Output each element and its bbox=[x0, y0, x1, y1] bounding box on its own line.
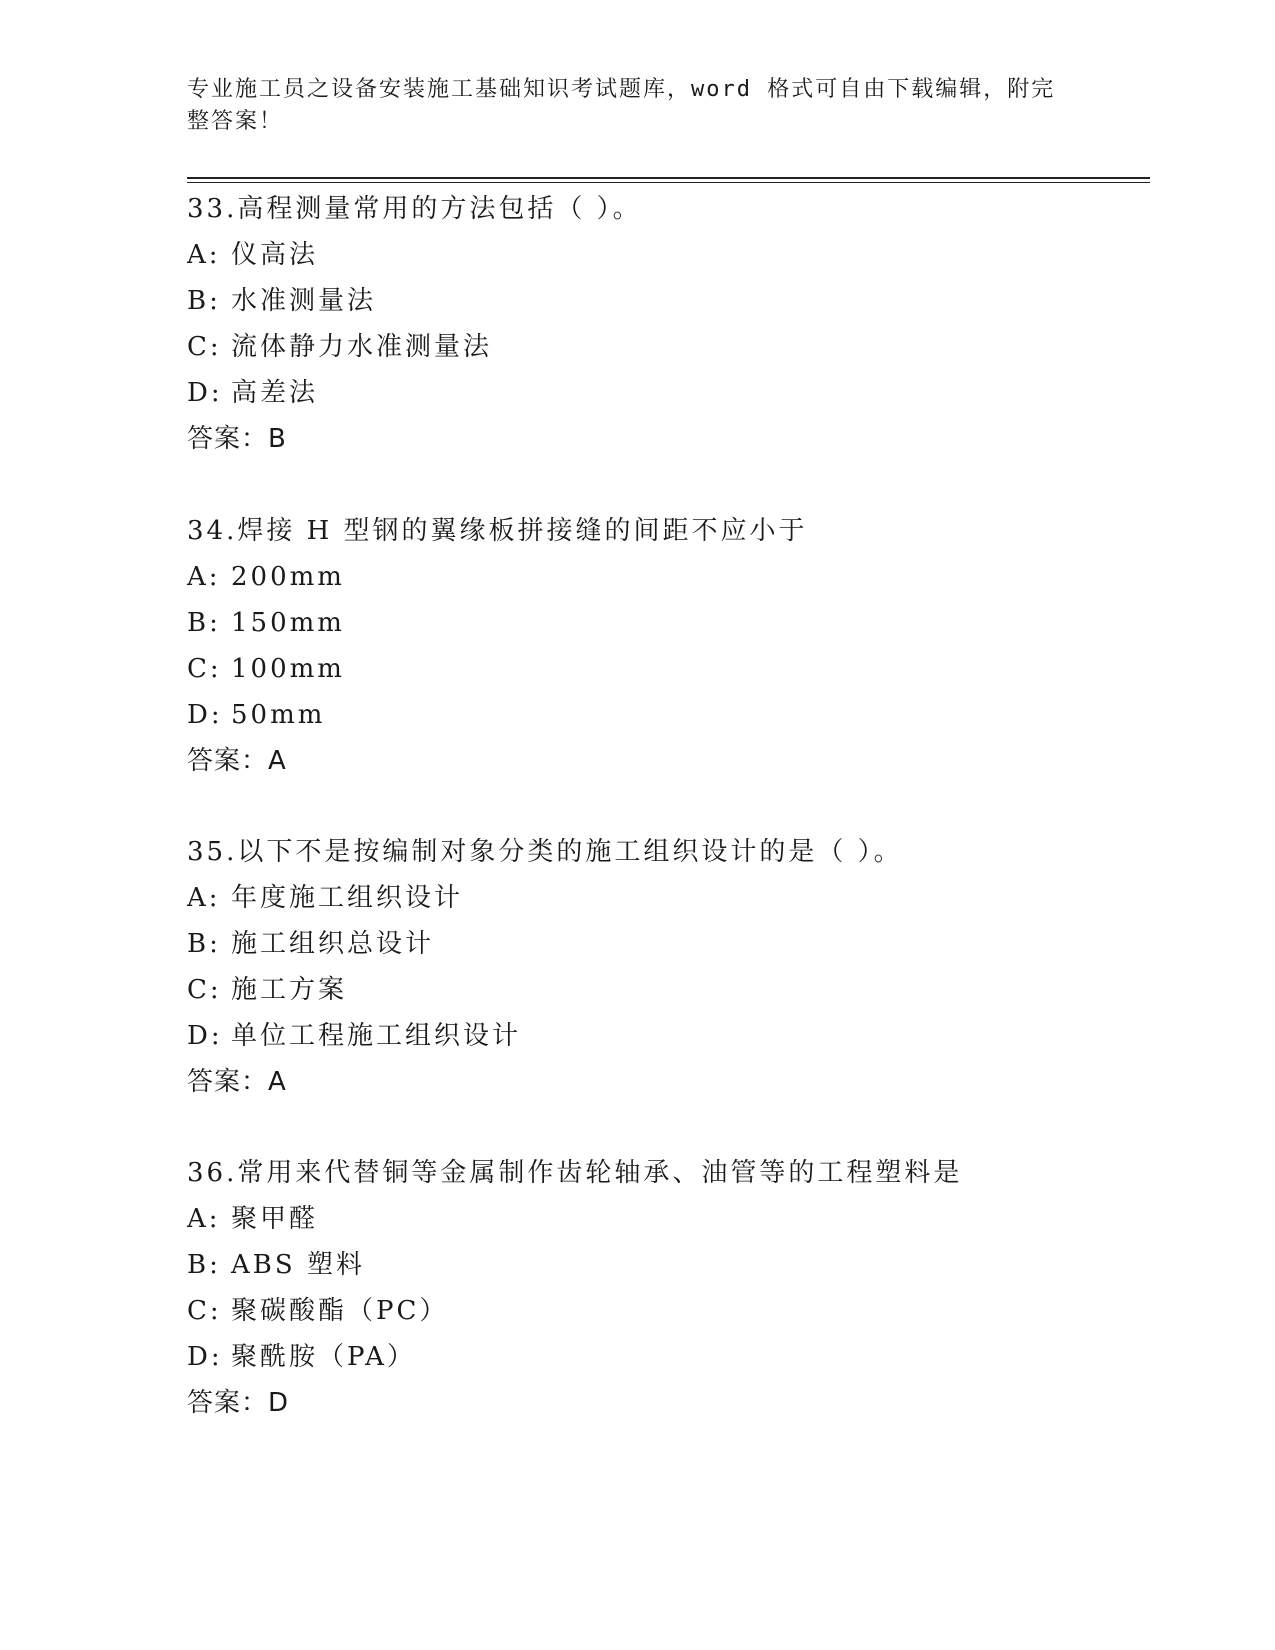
option-text: 仪高法 bbox=[231, 240, 319, 270]
option-text: 200mm bbox=[231, 562, 345, 592]
option-letter: C: bbox=[187, 654, 222, 684]
question-33 bbox=[187, 186, 1147, 462]
answer: 答案：A bbox=[187, 746, 287, 776]
question-34 bbox=[187, 508, 1147, 784]
option-text: 施工组织总设计 bbox=[231, 929, 435, 959]
answer: 答案：A bbox=[187, 1067, 287, 1097]
option-letter: D: bbox=[187, 378, 223, 408]
option-letter: B: bbox=[187, 929, 221, 959]
option-b bbox=[187, 921, 1147, 967]
document-header bbox=[187, 74, 1067, 138]
option-text: 聚酰胺（PA） bbox=[231, 1342, 416, 1372]
question-stem: 35.以下不是按编制对象分类的施工组织设计的是（ ）。 bbox=[187, 837, 903, 867]
option-d bbox=[187, 1334, 1147, 1380]
question-35 bbox=[187, 829, 1147, 1105]
option-text: 流体静力水准测量法 bbox=[231, 332, 493, 362]
option-text: 单位工程施工组织设计 bbox=[231, 1021, 522, 1051]
question-36 bbox=[187, 1150, 1147, 1426]
option-text: 150mm bbox=[231, 608, 345, 638]
option-letter: C: bbox=[187, 332, 222, 362]
question-stem: 34.焊接 H 型钢的翼缘板拼接缝的间距不应小于 bbox=[187, 516, 808, 546]
option-text: 高差法 bbox=[231, 378, 319, 408]
option-d bbox=[187, 1013, 1147, 1059]
option-text: 水准测量法 bbox=[231, 286, 377, 316]
option-letter: A: bbox=[187, 240, 221, 270]
option-c bbox=[187, 967, 1147, 1013]
option-c bbox=[187, 1288, 1147, 1334]
option-b bbox=[187, 600, 1147, 646]
option-text: 聚碳酸酯（PC） bbox=[231, 1296, 449, 1326]
option-text: ABS 塑料 bbox=[231, 1250, 365, 1280]
option-a bbox=[187, 232, 1147, 278]
answer: 答案：D bbox=[187, 1388, 290, 1418]
option-c bbox=[187, 324, 1147, 370]
option-b bbox=[187, 278, 1147, 324]
option-letter: C: bbox=[187, 1296, 222, 1326]
option-letter: A: bbox=[187, 883, 221, 913]
header-line-2: 整答案！ bbox=[187, 109, 284, 134]
option-text: 年度施工组织设计 bbox=[231, 883, 464, 913]
option-letter: B: bbox=[187, 1250, 221, 1280]
option-d bbox=[187, 692, 1147, 738]
option-a bbox=[187, 875, 1147, 921]
option-d bbox=[187, 370, 1147, 416]
header-divider-thin bbox=[187, 182, 1150, 183]
option-letter: B: bbox=[187, 608, 221, 638]
option-text: 100mm bbox=[231, 654, 345, 684]
option-c bbox=[187, 646, 1147, 692]
option-letter: C: bbox=[187, 975, 222, 1005]
answer: 答案：B bbox=[187, 424, 287, 454]
question-stem: 33.高程测量常用的方法包括（ ）。 bbox=[187, 194, 642, 224]
option-a bbox=[187, 1196, 1147, 1242]
option-text: 50mm bbox=[231, 700, 326, 730]
option-a bbox=[187, 554, 1147, 600]
option-text: 施工方案 bbox=[231, 975, 348, 1005]
option-b bbox=[187, 1242, 1147, 1288]
option-letter: D: bbox=[187, 1342, 223, 1372]
header-line-1: 专业施工员之设备安装施工基础知识考试题库，word 格式可自由下载编辑，附完 bbox=[187, 77, 1056, 102]
option-letter: D: bbox=[187, 1021, 223, 1051]
option-letter: A: bbox=[187, 562, 221, 592]
option-letter: D: bbox=[187, 700, 223, 730]
header-divider-thick bbox=[187, 177, 1150, 179]
option-text: 聚甲醛 bbox=[231, 1204, 319, 1234]
question-stem: 36.常用来代替铜等金属制作齿轮轴承、油管等的工程塑料是 bbox=[187, 1158, 963, 1188]
option-letter: B: bbox=[187, 286, 221, 316]
option-letter: A: bbox=[187, 1204, 221, 1234]
